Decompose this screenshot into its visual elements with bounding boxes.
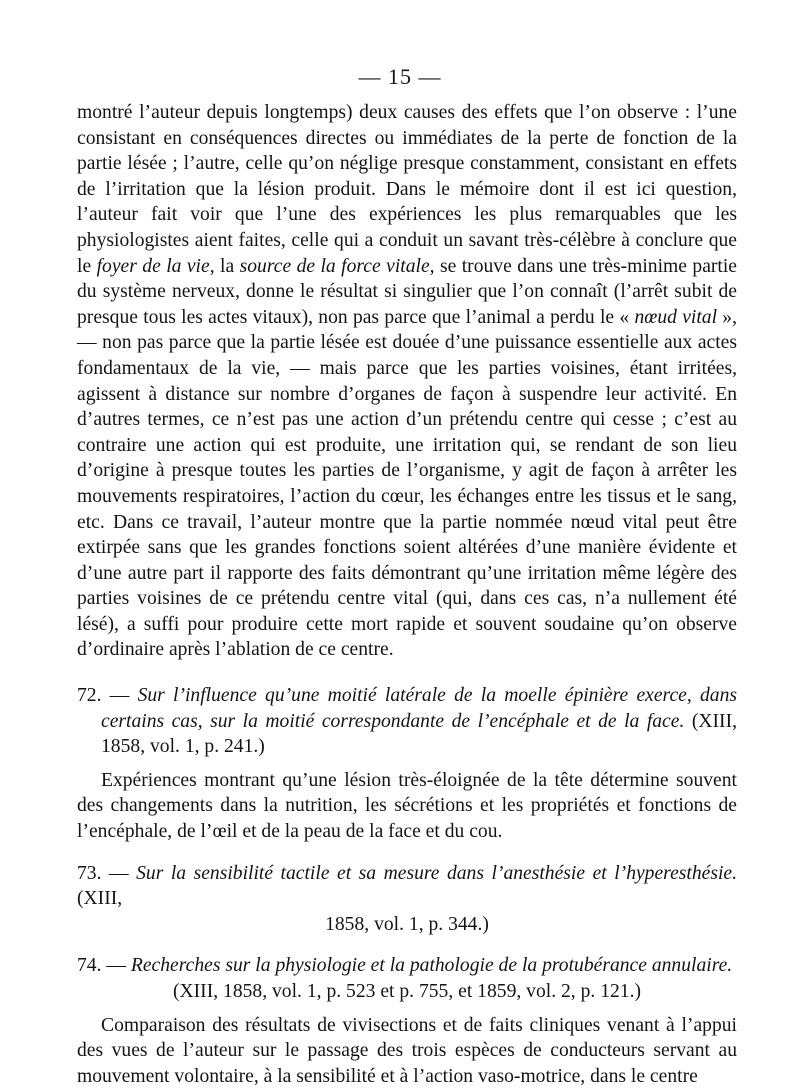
entry-heading [77,683,737,760]
paragraph-italic-phrase: source de la force vitale, [239,255,435,277]
entry-number: 74. — [77,955,131,977]
body-paragraph [77,100,737,663]
entry-reference: (XIII, 1858, vol. 1, p. 523 et p. 755, et 1859, vol. 2, p. 121.) [172,981,642,1002]
paragraph-italic-phrase: foyer de la vie, [96,255,215,277]
paragraph-text: la [214,255,240,277]
bibliography-entry-73 [77,861,737,938]
entry-heading [77,861,737,912]
entry-number: 73. — [77,862,137,884]
entry-reference-continued: 1858, vol. 1, p. 344.) [325,913,489,935]
paragraph-italic-phrase: nœud vital [629,306,718,328]
entry-reference: (XIII, [77,888,123,910]
entry-title: Sur l’influence qu’une moitié latérale de la moelle épinière exerce, dans certains cas, sur la moitié correspondante de l’encéphale et de la face. [101,685,737,732]
entry-description: Expériences montrant qu’une lésion très-éloignée de la tête détermine souvent des changements dans la nutrition, les sécrétions et les propriétés et fonctions de l’encéphale, de l’œil et de la peau de la face et du cou. [77,769,737,843]
paragraph-text: montré l’auteur depuis longtemps) deux causes des effets que l’on observe : l’une consistant en conséquences directes ou immédiates de la perte de fonction de la partie lésée ; l’autre, celle qu’on néglige presque constamment, consistant en effets de l’irritation que la lésion produit. Dans le mémoire dont il est ici question, l’auteur fait voir que l’une des expériences les plus remarquables que les physiologistes aient faites, celle qui a conduit un savant très-célèbre à conclure que le [77,102,737,277]
entry-reference: (XIII, 1858, vol. 1, p. 241.) [101,710,737,758]
paragraph-text: se trouve dans une très-minime partie du système nerveux, donne le résultat si singulier que l’on connaît (l’arrêt subit de presque tous les actes vitaux), non pas parce que l’animal a perdu le « [77,255,737,328]
entry-title: Sur la sensibilité tactile et sa mesure dans l’anesthésie et l’hyperesthésie. [136,862,738,884]
paragraph-text: », — non pas parce que la partie lésée est douée d’une puissance essentielle aux actes fondamentaux de la vie, — mais parce que les parties voisines, étant irritées, agissent à distance sur nombre d’organes de façon à suspendre leur activité. En d’autres termes, ce n’est pas une action d’un prétendu centre qui cesse ; c’est au contraire une action qui est produite, une irritation qui, se rendant de son lieu d’origine à presque toutes les parties de l’organisme, y agit de façon à arrêter les mouvements respiratoires, l’action du cœur, les échanges entre les tissus et le sang, etc. Dans ce travail, l’auteur montre que la partie nommée nœud vital peut être extirpée sans que les grandes fonctions soient altérées d’une manière évidente et d’une autre part il rapporte des faits démontrant qu’une irritation même légère des parties voisines de ce prétendu centre vital (qui, dans ces cas, n’a nullement été lésé), a suffi pour produire cette mort rapide et souvent soudaine qu’on observe d’ordinaire après l’ablation de ce centre. [77,306,737,661]
bibliography-entry-74 [77,953,737,1089]
page-number: — 15 — [358,64,442,89]
bibliography-entry-72 [77,683,737,845]
entry-description: Comparaison des résultats de vivisections et de faits cliniques venant à l’appui des vues de l’auteur sur le passage des trois espèces de conducteurs servant au mouvement volontaire, à la sensibilité et à l’action vaso-motrice, dans le centre [77,1014,737,1087]
entry-title: Recherches sur la physiologie et la pathologie de la protubérance annulaire. [130,955,733,977]
entry-heading [77,953,737,979]
entry-number: 72. — [77,685,138,707]
page-content [77,100,737,1089]
